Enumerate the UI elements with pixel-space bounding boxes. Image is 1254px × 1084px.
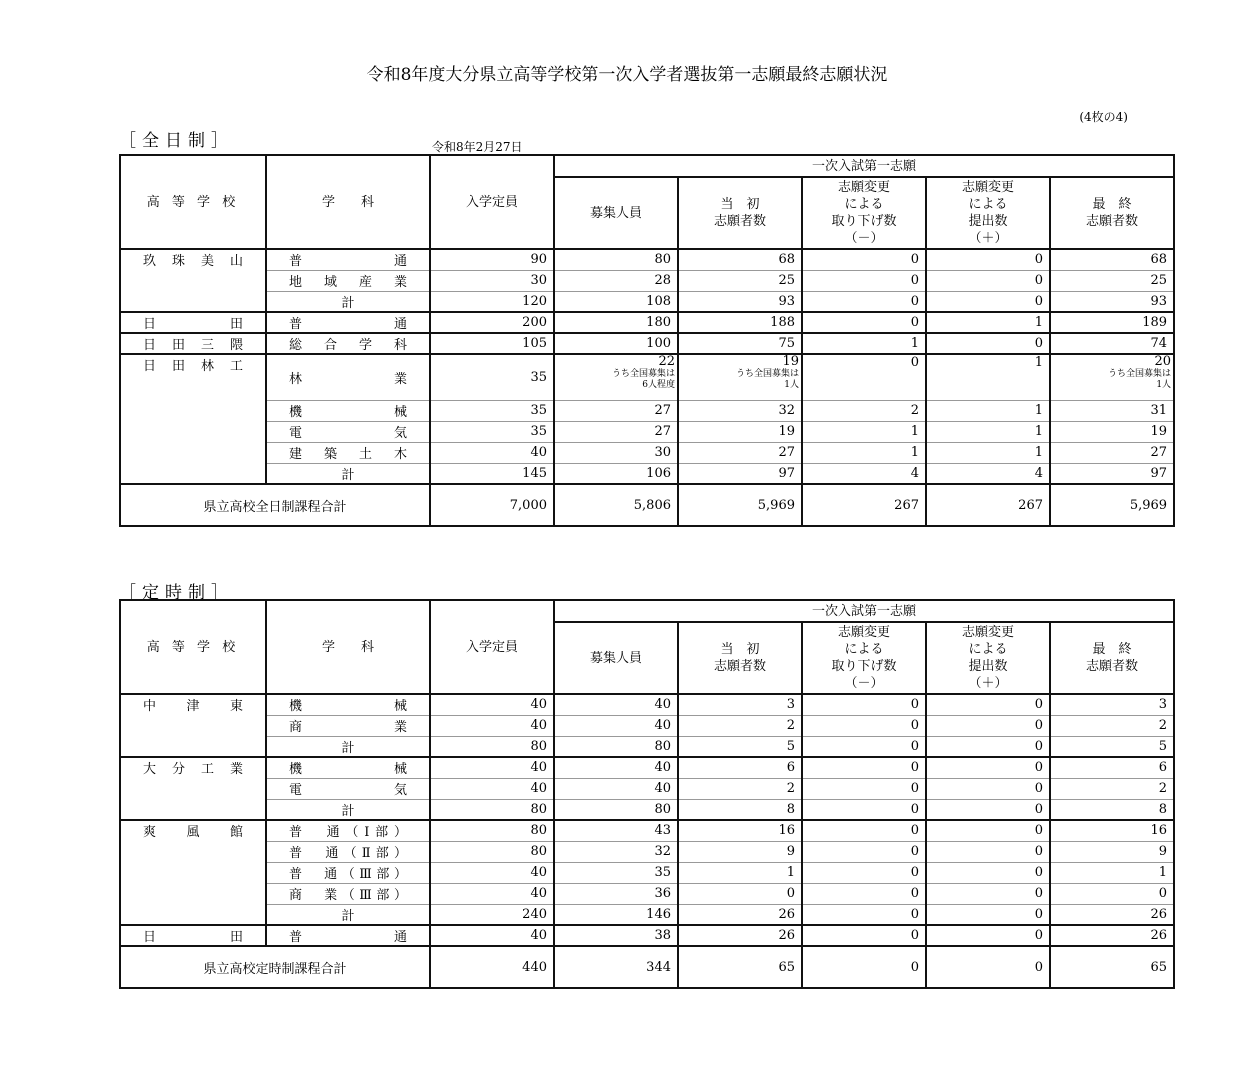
capacity-cell: 105 [430,333,554,354]
total-final: 5,969 [1050,484,1174,526]
submit-cell: 1 [926,400,1050,421]
submit-cell: 0 [926,778,1050,799]
national-recruit-note: 1人 [1156,380,1172,390]
recruit-cell: 35 [554,862,678,883]
total-label: 県立高校定時制課程合計 [120,946,430,988]
withdraw-cell: 0 [802,270,926,291]
table-row [120,354,1174,400]
table-row [120,757,1174,778]
header-initial: 当 初 志願者数 [678,177,802,249]
department-name: 機械 [266,757,430,778]
initial-cell: 2 [678,778,802,799]
recruit-cell [554,354,678,400]
initial-cell: 32 [678,400,802,421]
final-cell: 9 [1050,841,1174,862]
recruit-cell: 28 [554,270,678,291]
recruit-cell: 108 [554,291,678,312]
capacity-cell: 35 [430,421,554,442]
department-name: 機械 [266,694,430,715]
final-cell: 93 [1050,291,1174,312]
total-withdraw: 267 [802,484,926,526]
national-recruit-note: うち全国募集は [1108,369,1172,379]
withdraw-cell: 0 [802,925,926,946]
final-cell: 74 [1050,333,1174,354]
capacity-cell: 40 [430,757,554,778]
table-row [120,715,1174,736]
national-recruit-note: うち全国募集は [611,369,675,379]
withdraw-cell: 1 [802,333,926,354]
submit-cell: 1 [926,421,1050,442]
submit-cell: 1 [926,354,1050,400]
header-recruit: 募集人員 [554,622,678,694]
withdraw-cell: 1 [802,442,926,463]
subtotal-label: 計 [266,291,430,312]
header-withdraw: 志願変更 による 取り下げ数 （－） [802,177,926,249]
withdraw-cell: 0 [802,799,926,820]
table-row [120,270,1174,291]
recruit-cell: 43 [554,820,678,841]
total-submit: 267 [926,484,1050,526]
initial-cell: 9 [678,841,802,862]
submit-cell: 0 [926,715,1050,736]
initial-cell: 27 [678,442,802,463]
recruit-cell: 32 [554,841,678,862]
table-row [120,442,1174,463]
submit-cell: 0 [926,883,1050,904]
table-row [120,841,1174,862]
submit-cell: 0 [926,757,1050,778]
department-name: 商業 [266,715,430,736]
final-cell: 26 [1050,904,1174,925]
total-recruit: 344 [554,946,678,988]
recruit-cell: 30 [554,442,678,463]
page-indicator: (4枚の4) [1079,110,1128,124]
withdraw-cell: 0 [802,820,926,841]
submit-cell: 0 [926,291,1050,312]
department-name: 建築土木 [266,442,430,463]
initial-cell: 19 [678,421,802,442]
withdraw-cell: 4 [802,463,926,484]
recruit-cell: 80 [554,799,678,820]
initial-cell: 26 [678,925,802,946]
department-name: 商 業（Ⅲ部） [266,883,430,904]
table-row [120,925,1174,946]
header-final: 最 終 志願者数 [1050,177,1174,249]
recruit-cell: 38 [554,925,678,946]
total-final: 65 [1050,946,1174,988]
capacity-cell: 90 [430,249,554,270]
parttime-total-row [120,946,1174,988]
final-cell: 189 [1050,312,1174,333]
department-name: 普 通（Ⅱ部） [266,841,430,862]
department-name: 電気 [266,421,430,442]
final-cell: 3 [1050,694,1174,715]
recruit-cell: 36 [554,883,678,904]
initial-cell: 97 [678,463,802,484]
capacity-cell: 120 [430,291,554,312]
final-cell: 0 [1050,883,1174,904]
recruit-cell: 27 [554,421,678,442]
capacity-cell: 30 [430,270,554,291]
recruit-cell: 40 [554,778,678,799]
final-cell: 25 [1050,270,1174,291]
initial-cell: 0 [678,883,802,904]
final-cell: 16 [1050,820,1174,841]
withdraw-cell: 0 [802,757,926,778]
initial-cell: 5 [678,736,802,757]
header-capacity: 入学定員 [430,155,554,249]
department-name: 普 通（Ⅲ部） [266,862,430,883]
recruit-cell: 180 [554,312,678,333]
submit-cell: 0 [926,694,1050,715]
initial-cell: 188 [678,312,802,333]
final-cell: 2 [1050,778,1174,799]
header-school: 高 等 学 校 [120,600,266,694]
capacity-cell: 200 [430,312,554,333]
subtotal-label: 計 [266,904,430,925]
header-school: 高 等 学 校 [120,155,266,249]
capacity-cell: 80 [430,820,554,841]
table-row [120,249,1174,270]
recruit-cell: 27 [554,400,678,421]
final-cell: 1 [1050,862,1174,883]
table-row [120,904,1174,925]
capacity-cell: 40 [430,883,554,904]
initial-cell: 2 [678,715,802,736]
school-name: 日田三隈 [120,333,266,354]
withdraw-cell: 0 [802,862,926,883]
header-final: 最 終 志願者数 [1050,622,1174,694]
capacity-cell: 145 [430,463,554,484]
table-row [120,799,1174,820]
initial-cell: 6 [678,757,802,778]
submit-cell: 1 [926,442,1050,463]
submit-cell: 0 [926,249,1050,270]
table-row [120,862,1174,883]
initial-cell [678,354,802,400]
national-recruit-note: 6人程度 [642,380,675,390]
subtotal-label: 計 [266,463,430,484]
school-name: 爽風館 [120,820,266,925]
final-cell: 97 [1050,463,1174,484]
final-cell: 2 [1050,715,1174,736]
final-cell: 27 [1050,442,1174,463]
recruit-cell: 146 [554,904,678,925]
table-row [120,736,1174,757]
withdraw-cell: 0 [802,883,926,904]
department-name: 総合学科 [266,333,430,354]
total-recruit: 5,806 [554,484,678,526]
capacity-cell: 40 [430,442,554,463]
report-date: 令和8年2月27日 [432,140,523,154]
recruit-cell: 40 [554,694,678,715]
withdraw-cell: 0 [802,715,926,736]
table-row [120,694,1174,715]
header-department: 学 科 [266,155,430,249]
table-row [120,291,1174,312]
withdraw-cell: 0 [802,778,926,799]
fulltime-body [120,249,1174,484]
school-name: 日田 [120,925,266,946]
recruit-cell: 80 [554,736,678,757]
parttime-table [119,599,1175,989]
table-row [120,883,1174,904]
header-department: 学 科 [266,600,430,694]
capacity-cell: 80 [430,736,554,757]
capacity-cell: 40 [430,925,554,946]
department-name: 地域産業 [266,270,430,291]
department-name: 普 通（Ⅰ部） [266,820,430,841]
capacity-cell: 240 [430,904,554,925]
table-row [120,820,1174,841]
department-name: 林業 [266,354,430,400]
submit-cell: 0 [926,925,1050,946]
total-label: 県立高校全日制課程合計 [120,484,430,526]
header-first-choice-group: 一次入試第一志願 [554,600,1174,622]
submit-cell: 0 [926,841,1050,862]
header-recruit: 募集人員 [554,177,678,249]
capacity-cell: 35 [430,354,554,400]
capacity-cell: 40 [430,715,554,736]
table-row [120,778,1174,799]
fulltime-table [119,154,1175,527]
final-cell [1050,354,1174,400]
table-row [120,400,1174,421]
department-name: 普通 [266,312,430,333]
withdraw-cell: 0 [802,736,926,757]
recruit-cell: 40 [554,715,678,736]
final-cell: 68 [1050,249,1174,270]
initial-cell: 25 [678,270,802,291]
national-recruit-note: うち全国募集は [735,369,799,379]
table-row [120,421,1174,442]
subtotal-label: 計 [266,736,430,757]
school-name: 中津東 [120,694,266,757]
recruit-cell: 80 [554,249,678,270]
recruit-cell: 100 [554,333,678,354]
total-capacity: 440 [430,946,554,988]
parttime-section-label: ［定時制］ [119,583,234,603]
final-value: 20 [1154,354,1172,369]
withdraw-cell: 0 [802,904,926,925]
subtotal-label: 計 [266,799,430,820]
capacity-cell: 40 [430,862,554,883]
school-name: 大分工業 [120,757,266,820]
final-cell: 5 [1050,736,1174,757]
school-name: 日田林工 [120,354,266,484]
capacity-cell: 35 [430,400,554,421]
submit-cell: 0 [926,333,1050,354]
header-capacity: 入学定員 [430,600,554,694]
total-initial: 5,969 [678,484,802,526]
national-recruit-note: 1人 [784,380,799,390]
initial-cell: 3 [678,694,802,715]
header-withdraw: 志願変更 による 取り下げ数 （－） [802,622,926,694]
withdraw-cell: 0 [802,694,926,715]
withdraw-cell: 0 [802,291,926,312]
header-first-choice-group: 一次入試第一志願 [554,155,1174,177]
submit-cell: 1 [926,312,1050,333]
initial-cell: 1 [678,862,802,883]
withdraw-cell: 0 [802,841,926,862]
withdraw-cell: 0 [802,249,926,270]
fulltime-section-label: ［全日制］ [119,131,234,151]
fulltime-total-row [120,484,1174,526]
initial-cell: 68 [678,249,802,270]
school-name: 玖珠美山 [120,249,266,312]
total-capacity: 7,000 [430,484,554,526]
initial-cell: 75 [678,333,802,354]
final-cell: 8 [1050,799,1174,820]
capacity-cell: 40 [430,694,554,715]
recruit-cell: 40 [554,757,678,778]
capacity-cell: 80 [430,799,554,820]
parttime-body [120,694,1174,946]
header-initial: 当 初 志願者数 [678,622,802,694]
submit-cell: 4 [926,463,1050,484]
submit-cell: 0 [926,820,1050,841]
submit-cell: 0 [926,736,1050,757]
document-title: 令和8年度大分県立高等学校第一次入学者選抜第一志願最終志願状況 [366,65,888,85]
header-submit: 志願変更 による 提出数 （＋） [926,622,1050,694]
recruit-cell: 106 [554,463,678,484]
final-cell: 6 [1050,757,1174,778]
total-initial: 65 [678,946,802,988]
submit-cell: 0 [926,904,1050,925]
capacity-cell: 80 [430,841,554,862]
department-name: 電気 [266,778,430,799]
table-row [120,463,1174,484]
final-cell: 19 [1050,421,1174,442]
capacity-cell: 40 [430,778,554,799]
submit-cell: 0 [926,270,1050,291]
withdraw-cell: 2 [802,400,926,421]
total-submit: 0 [926,946,1050,988]
initial-cell: 26 [678,904,802,925]
initial-cell: 16 [678,820,802,841]
table-row [120,333,1174,354]
final-cell: 26 [1050,925,1174,946]
department-name: 普通 [266,925,430,946]
department-name: 普通 [266,249,430,270]
withdraw-cell: 0 [802,354,926,400]
total-withdraw: 0 [802,946,926,988]
table-row [120,312,1174,333]
submit-cell: 0 [926,799,1050,820]
initial-value: 19 [782,354,799,369]
initial-cell: 8 [678,799,802,820]
header-submit: 志願変更 による 提出数 （＋） [926,177,1050,249]
withdraw-cell: 0 [802,312,926,333]
final-cell: 31 [1050,400,1174,421]
department-name: 機械 [266,400,430,421]
school-name: 日田 [120,312,266,333]
withdraw-cell: 1 [802,421,926,442]
submit-cell: 0 [926,862,1050,883]
initial-cell: 93 [678,291,802,312]
recruit-value: 22 [658,354,675,369]
